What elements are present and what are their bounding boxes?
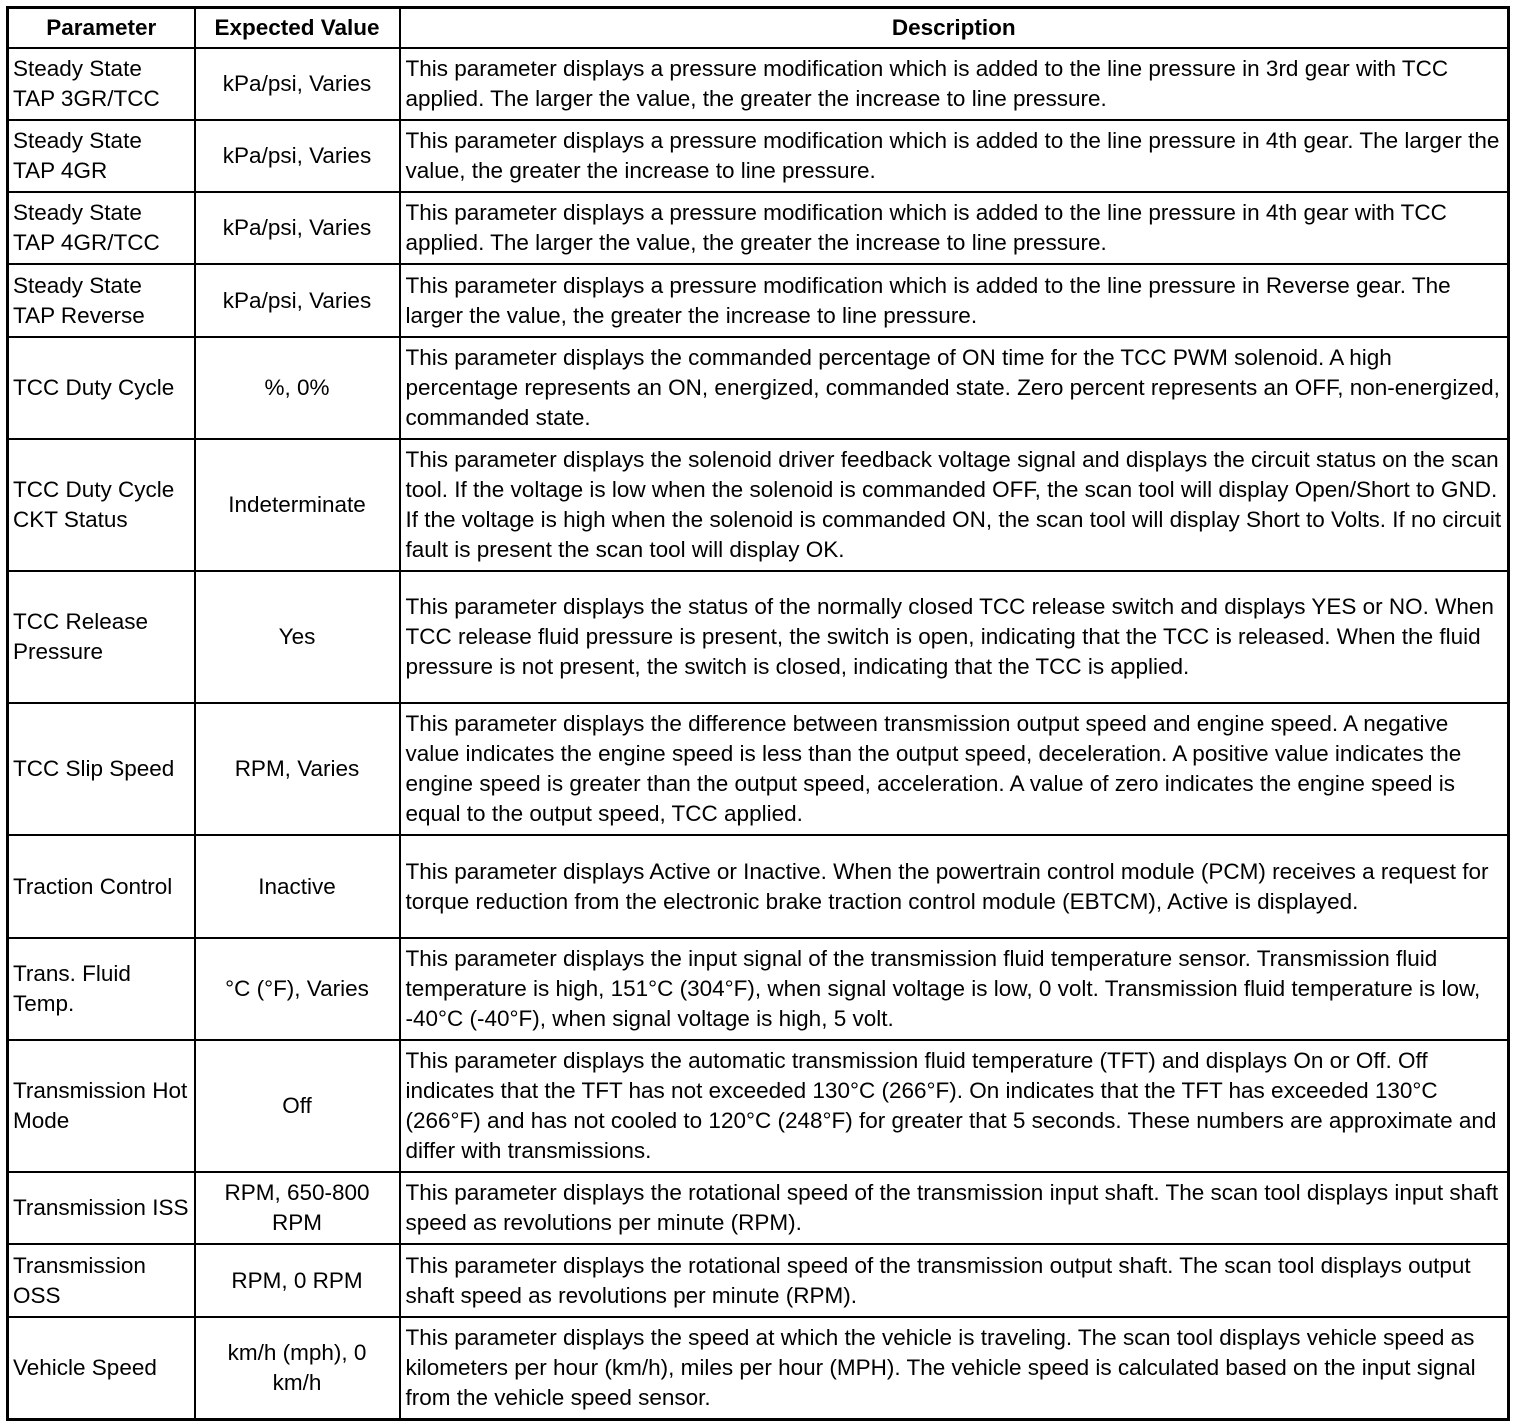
table-row: [8, 835, 1509, 938]
parameter-cell: Trans. Fluid Temp.: [8, 938, 195, 1040]
parameter-cell: Steady State TAP Reverse: [8, 264, 195, 337]
table-row: [8, 1317, 1509, 1420]
expected-value-cell: kPa/psi, Varies: [195, 48, 400, 120]
parameter-cell: TCC Duty Cycle: [8, 337, 195, 439]
table-row: [8, 703, 1509, 835]
table-row: [8, 337, 1509, 439]
table-row: [8, 1244, 1509, 1317]
table-row: [8, 192, 1509, 264]
expected-value-cell: kPa/psi, Varies: [195, 192, 400, 264]
description-cell: This parameter displays a pressure modification which is added to the line pressure in 3rd gear with TCC applied. The larger the value, the greater the increase to line pressure.: [400, 48, 1509, 120]
table-row: [8, 1040, 1509, 1172]
parameter-cell: Steady State TAP 4GR: [8, 120, 195, 192]
parameter-cell: TCC Slip Speed: [8, 703, 195, 835]
description-cell: This parameter displays the rotational speed of the transmission input shaft. The scan tool displays input shaft speed as revolutions per minute (RPM).: [400, 1172, 1509, 1244]
parameter-cell: Transmission OSS: [8, 1244, 195, 1317]
expected-value-cell: km/h (mph), 0 km/h: [195, 1317, 400, 1420]
parameter-cell: TCC Duty Cycle CKT Status: [8, 439, 195, 571]
description-cell: This parameter displays the speed at which the vehicle is traveling. The scan tool displays vehicle speed as kilometers per hour (km/h), miles per hour (MPH). The vehicle speed is calculated based on the input signal from the vehicle speed sensor.: [400, 1317, 1509, 1420]
expected-value-cell: Indeterminate: [195, 439, 400, 571]
expected-value-cell: kPa/psi, Varies: [195, 264, 400, 337]
header-row: [8, 8, 1509, 49]
parameter-table: [6, 6, 1510, 1421]
description-cell: This parameter displays the difference between transmission output speed and engine speed. A negative value indicates the engine speed is less than the output speed, deceleration. A positive value indicates the engine speed is greater than the output speed, acceleration. A value of zero indicates the engine speed is equal to the output speed, TCC applied.: [400, 703, 1509, 835]
header-description: Description: [400, 8, 1509, 49]
parameter-cell: Transmission Hot Mode: [8, 1040, 195, 1172]
description-cell: This parameter displays the solenoid driver feedback voltage signal and displays the circuit status on the scan tool. If the voltage is low when the solenoid is commanded OFF, the scan tool will display Open/Short to GND. If the voltage is high when the solenoid is commanded ON, the scan tool will display Short to Volts. If no circuit fault is present the scan tool will display OK.: [400, 439, 1509, 571]
description-cell: This parameter displays the commanded percentage of ON time for the TCC PWM solenoid. A high percentage represents an ON, energized, commanded state. Zero percent represents an OFF, non-energized, commanded state.: [400, 337, 1509, 439]
expected-value-cell: RPM, 0 RPM: [195, 1244, 400, 1317]
parameter-cell: Steady State TAP 4GR/TCC: [8, 192, 195, 264]
parameter-cell: Traction Control: [8, 835, 195, 938]
table-row: [8, 120, 1509, 192]
description-cell: This parameter displays a pressure modification which is added to the line pressure in 4th gear with TCC applied. The larger the value, the greater the increase to line pressure.: [400, 192, 1509, 264]
table-row: [8, 439, 1509, 571]
parameter-cell: TCC Release Pressure: [8, 571, 195, 703]
description-cell: This parameter displays a pressure modification which is added to the line pressure in 4th gear. The larger the value, the greater the increase to line pressure.: [400, 120, 1509, 192]
expected-value-cell: RPM, 650-800 RPM: [195, 1172, 400, 1244]
description-cell: This parameter displays the automatic transmission fluid temperature (TFT) and displays On or Off. Off indicates that the TFT has not exceeded 130°C (266°F). On indicates that the TFT has exceeded 130°C (266°F) and has not cooled to 120°C (248°F) for greater that 5 seconds. These numbers are approximate and differ with transmissions.: [400, 1040, 1509, 1172]
description-cell: This parameter displays the rotational speed of the transmission output shaft. The scan tool displays output shaft speed as revolutions per minute (RPM).: [400, 1244, 1509, 1317]
expected-value-cell: kPa/psi, Varies: [195, 120, 400, 192]
expected-value-cell: RPM, Varies: [195, 703, 400, 835]
expected-value-cell: Yes: [195, 571, 400, 703]
header-parameter: Parameter: [8, 8, 195, 49]
parameter-cell: Transmission ISS: [8, 1172, 195, 1244]
expected-value-cell: °C (°F), Varies: [195, 938, 400, 1040]
description-cell: This parameter displays a pressure modification which is added to the line pressure in Reverse gear. The larger the value, the greater the increase to line pressure.: [400, 264, 1509, 337]
header-expected-value: Expected Value: [195, 8, 400, 49]
description-cell: This parameter displays the input signal of the transmission fluid temperature sensor. Transmission fluid temperature is high, 151°C (304°F), when signal voltage is low, 0 volt. Transmission fluid temperature is low, -40°C (-40°F), when signal voltage is high, 5 volt.: [400, 938, 1509, 1040]
table-row: [8, 938, 1509, 1040]
expected-value-cell: Off: [195, 1040, 400, 1172]
table-row: [8, 1172, 1509, 1244]
description-cell: This parameter displays the status of the normally closed TCC release switch and displays YES or NO. When TCC release fluid pressure is present, the switch is open, indicating that the TCC is released. When the fluid pressure is not present, the switch is closed, indicating that the TCC is applied.: [400, 571, 1509, 703]
table-row: [8, 48, 1509, 120]
table-row: [8, 571, 1509, 703]
expected-value-cell: %, 0%: [195, 337, 400, 439]
description-cell: This parameter displays Active or Inactive. When the powertrain control module (PCM) receives a request for torque reduction from the electronic brake traction control module (EBTCM), Active is displayed.: [400, 835, 1509, 938]
expected-value-cell: Inactive: [195, 835, 400, 938]
table-row: [8, 264, 1509, 337]
parameter-cell: Steady State TAP 3GR/TCC: [8, 48, 195, 120]
parameter-cell: Vehicle Speed: [8, 1317, 195, 1420]
